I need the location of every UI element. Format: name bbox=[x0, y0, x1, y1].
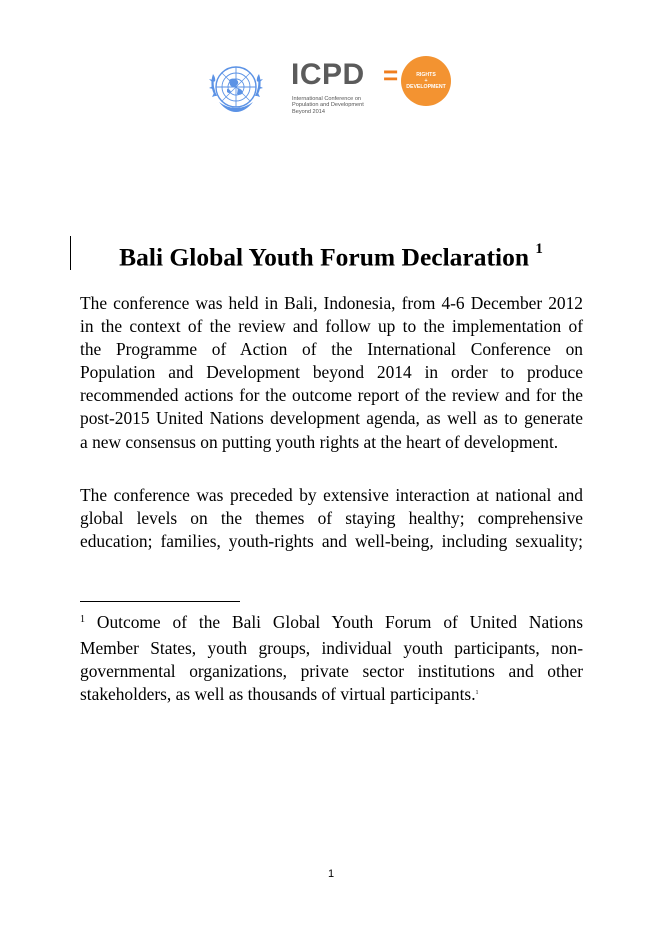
icpd-subtitle-line: Beyond 2014 bbox=[292, 108, 325, 115]
header-logos bbox=[205, 52, 455, 124]
paragraph-line: education; families, youth-rights and well-being, including sexuality; bbox=[80, 531, 583, 552]
paragraph-1 bbox=[80, 292, 583, 454]
paragraph-line: post-2015 United Nations development agenda, as well as to generate bbox=[80, 408, 583, 429]
badge-line: + bbox=[424, 77, 428, 84]
footnote-marker: 1 bbox=[80, 614, 85, 625]
icpd-subtitle-line: Population and Development bbox=[292, 102, 364, 109]
icpd-subtitle bbox=[292, 96, 392, 115]
footnote-line: Member States, youth groups, individual youth participants, non- bbox=[80, 638, 583, 659]
footnote bbox=[80, 611, 583, 711]
footnote-line bbox=[80, 683, 583, 711]
footnote-text: stakeholders, as well as thousands of virtual participants. bbox=[80, 684, 476, 705]
paragraph-line: a new consensus on putting youth rights at the heart of development. bbox=[80, 431, 559, 452]
un-emblem-icon bbox=[205, 56, 267, 118]
document-title bbox=[0, 236, 662, 274]
icpd-logo bbox=[291, 60, 391, 120]
icpd-subtitle-line: International Conference on bbox=[292, 96, 362, 102]
badge-line: RIGHTS bbox=[416, 71, 436, 78]
footnote-text: Outcome of the Bali Global Youth Forum of United Nations bbox=[96, 612, 583, 632]
equals-sign: = bbox=[383, 60, 399, 90]
page-number: 1 bbox=[327, 868, 335, 880]
footnote-separator bbox=[80, 601, 240, 602]
paragraph-line: global levels on the themes of staying healthy; comprehensive bbox=[80, 508, 583, 529]
footnote-line: governmental organizations, private sector institutions and other bbox=[80, 661, 583, 682]
badge-line: DEVELOPMENT bbox=[406, 84, 446, 91]
paragraph-line: recommended actions for the outcome report of the review and for the bbox=[80, 385, 583, 406]
title-text: Bali Global Youth Forum Declaration bbox=[119, 242, 530, 272]
paragraph-line: The conference was held in Bali, Indonesia, from 4-6 December 2012 bbox=[80, 293, 583, 313]
footnote-line bbox=[80, 611, 583, 637]
paragraph-line: The conference was preceded by extensive interaction at national and bbox=[80, 485, 583, 505]
paragraph-2 bbox=[80, 484, 583, 553]
icpd-wordmark: ICPD bbox=[291, 58, 365, 91]
paragraph-line: Population and Development beyond 2014 in order to produce bbox=[80, 362, 583, 383]
paragraph-line: in the context of the review and follow up to the implementation of bbox=[80, 316, 583, 337]
title-footnote-ref: 1 bbox=[535, 241, 543, 257]
paragraph-line: the Programme of Action of the International Conference on bbox=[80, 339, 583, 360]
footnote-tail-marker: 1 bbox=[475, 690, 479, 697]
rights-development-badge bbox=[401, 56, 451, 106]
